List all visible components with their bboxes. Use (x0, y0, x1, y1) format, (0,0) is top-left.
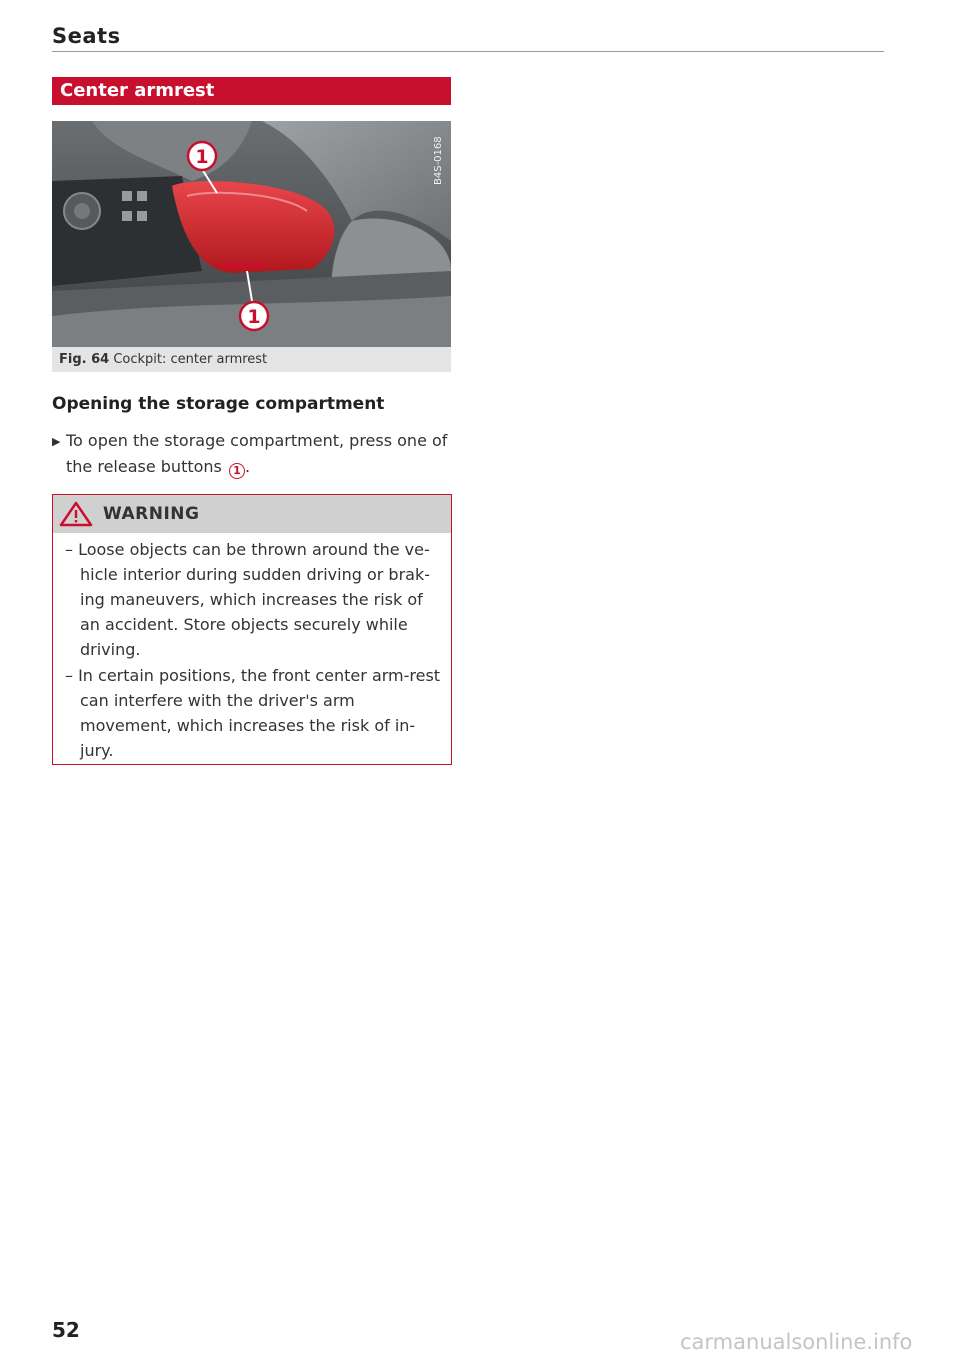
section-title: Center armrest (60, 80, 215, 101)
warning-box (52, 494, 452, 765)
header-divider (52, 51, 884, 52)
instruction-step (52, 428, 452, 479)
callout-ref-1: 1 (229, 463, 245, 479)
callout-1-top: 1 (195, 146, 209, 168)
step-line-1: To open the storage compartment, press one of (66, 431, 448, 450)
section-title-bar (52, 77, 451, 105)
figure-number: Fig. 64 (59, 352, 110, 367)
armrest-illustration (52, 121, 451, 347)
step-end: . (244, 457, 251, 476)
warning-item: – Loose objects can be thrown around the ve-hicle interior during sudden driving or brak-ing maneuvers, which increases the risk of an accident. Store objects securely while driving. (65, 540, 431, 659)
warning-item: – In certain positions, the front center arm-rest can interfere with the driver's arm movement, which increases the risk of in-jury. (65, 666, 441, 760)
figure-image-code: B4S-0168 (433, 136, 444, 185)
warning-header (53, 495, 451, 533)
callout-1-bottom: 1 (247, 306, 261, 328)
warning-list (65, 537, 445, 764)
step-arrow-icon: ▶ (52, 435, 61, 448)
figure-caption (59, 352, 267, 367)
running-header: Seats (52, 24, 121, 48)
page-number: 52 (52, 1318, 80, 1342)
warning-triangle-icon (59, 501, 93, 527)
watermark: carmanualsonline.info (680, 1330, 913, 1354)
subheading-opening: Opening the storage compartment (52, 394, 385, 414)
figure-caption-text: Cockpit: center armrest (113, 352, 268, 367)
figure (52, 121, 451, 372)
step-line-2: the release buttons (66, 457, 222, 476)
warning-title: WARNING (103, 504, 200, 524)
